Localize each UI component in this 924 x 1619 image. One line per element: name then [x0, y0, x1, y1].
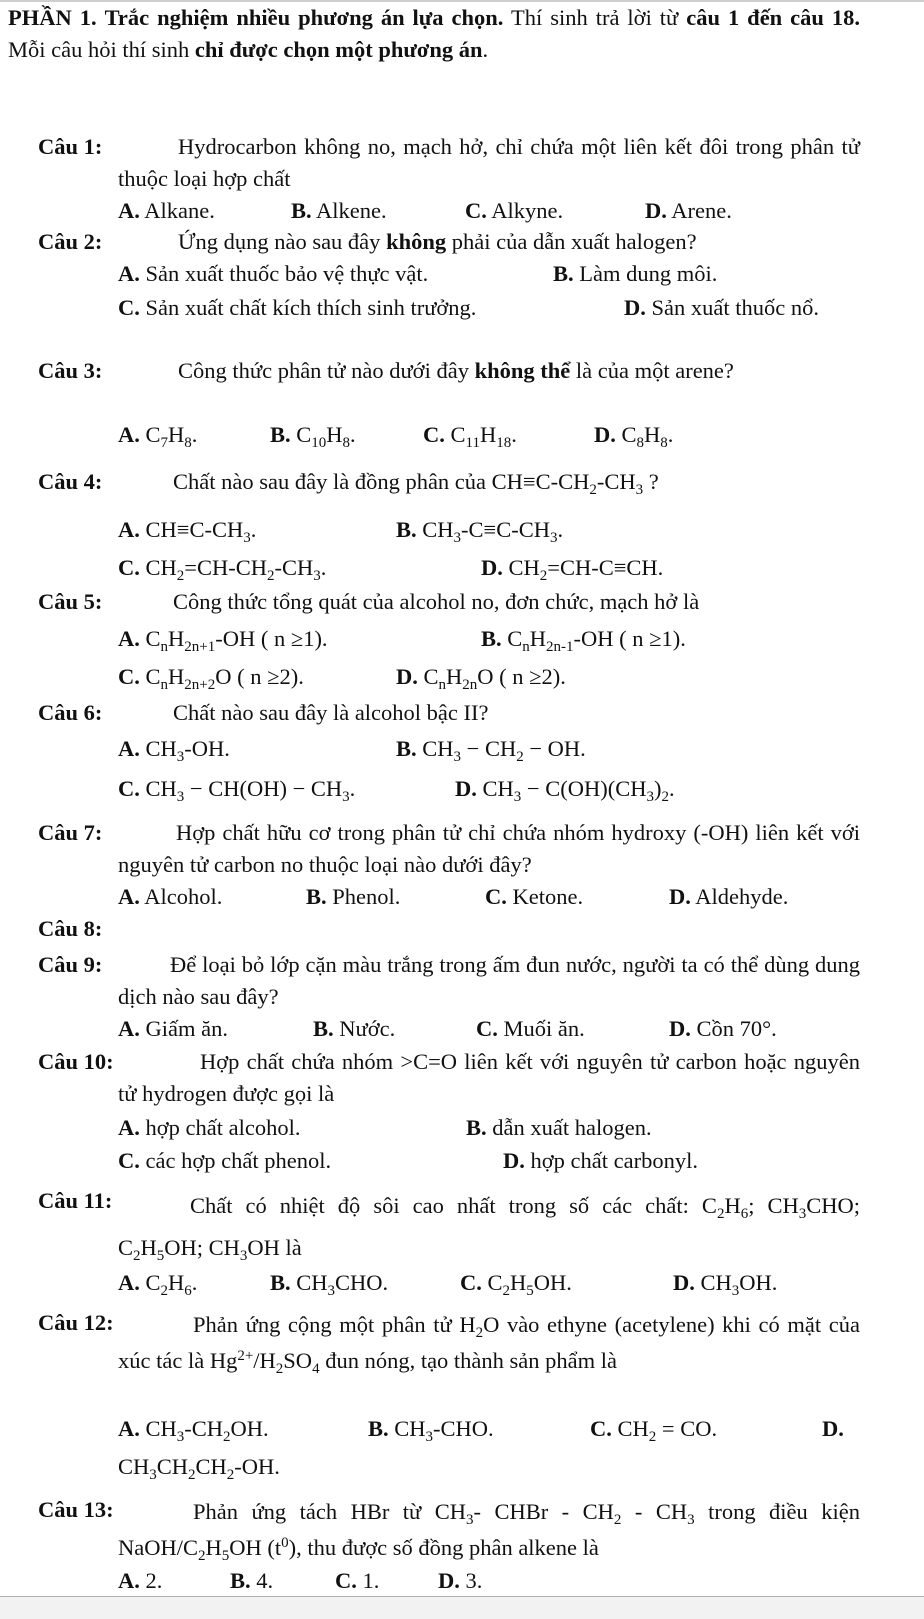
- question-10-stem: Hợp chất chứa nhóm >C=O liên kết với nguyên tử carbon hoặc nguyên tử hydrogen được gọi là: [118, 1049, 860, 1106]
- stem-emphasis: không: [386, 229, 447, 254]
- intro-range: câu 1 đến câu 18.: [686, 5, 861, 30]
- question-10-option-d[interactable]: D. hợp chất carbonyl.: [503, 1148, 698, 1173]
- option-text: $CH_2=CH-C\equiv CH$.: [508, 555, 664, 584]
- question-1-option-b[interactable]: B. Alkene.: [291, 198, 387, 223]
- option-text: 4.: [256, 1568, 274, 1593]
- question-7-stem: Hợp chất hữu cơ trong phân tử chỉ chứa nhóm hydroxy (-OH) liên kết với nguyên tử carbon no thuộc loại nào dưới đây?: [118, 820, 860, 877]
- question-10-option-c[interactable]: C. các hợp chất phenol.: [118, 1148, 332, 1173]
- question-4-option-d[interactable]: D. $CH_2=CH-C\equiv CH$.: [481, 555, 664, 584]
- question-5-option-d[interactable]: D. $C_nH_{2n}O$ ( n ≥2).: [396, 664, 566, 693]
- stem-part: là của một arene?: [575, 358, 734, 383]
- question-6-stem: Chất nào sau đây là alcohol bậc II?: [173, 700, 489, 725]
- option-text: $CH_3 - CH_2$ − OH.: [422, 736, 586, 765]
- question-5-option-a[interactable]: A. $C_nH_{2n+1}-OH$ ( n ≥1).: [118, 626, 328, 655]
- question-5-stem: Công thức tổng quát của alcohol no, đơn chức, mạch hở là: [173, 589, 700, 614]
- question-10-option-a[interactable]: A. hợp chất alcohol.: [118, 1115, 301, 1140]
- option-text: $C_{10}H_8$.: [296, 422, 356, 451]
- option-text: $CH_2$ = CO.: [617, 1416, 718, 1445]
- option-text: Cồn 70°.: [696, 1016, 777, 1041]
- option-text: hợp chất alcohol.: [145, 1115, 301, 1140]
- question-12-option-d[interactable]: D.: [822, 1416, 844, 1441]
- question-11-option-b[interactable]: B. $CH_3CHO$.: [270, 1270, 389, 1299]
- option-text: $C_2H_5OH$.: [487, 1270, 572, 1299]
- option-text: Muối ăn.: [503, 1016, 585, 1041]
- question-9-option-a[interactable]: A. Giấm ăn.: [118, 1016, 228, 1041]
- question-2-option-a[interactable]: A. Sản xuất thuốc bảo vệ thực vật.: [118, 261, 429, 286]
- question-7-number: Câu 7:: [38, 820, 103, 845]
- question-7-option-d[interactable]: D. Aldehyde.: [669, 884, 789, 909]
- option-text: 3.: [465, 1568, 483, 1593]
- question-4-number: Câu 4:: [38, 469, 103, 494]
- question-11-option-d[interactable]: D. $CH_3OH$.: [673, 1270, 778, 1299]
- question-11-number: Câu 11:: [38, 1188, 113, 1213]
- question-13-option-c[interactable]: C. 1.: [335, 1568, 380, 1593]
- question-9-number: Câu 9:: [38, 952, 103, 977]
- question-10-option-b[interactable]: B. dẫn xuất halogen.: [466, 1115, 652, 1140]
- question-3-option-d[interactable]: D. $C_8H_8$.: [594, 422, 674, 451]
- option-text: Alkane.: [144, 198, 215, 223]
- question-13-option-d[interactable]: D. 3.: [438, 1568, 483, 1593]
- stem-part: phải của dẫn xuất halogen?: [451, 229, 697, 254]
- intro-text-end: .: [482, 37, 489, 62]
- option-text: $CH_3 - C(OH)(CH_3)_2$.: [482, 776, 675, 805]
- question-5-option-c[interactable]: C. $C_nH_{2n+2}O$ ( n ≥2).: [118, 664, 304, 693]
- question-3-option-a[interactable]: A. $C_7H_8$.: [118, 422, 198, 451]
- question-6-option-d[interactable]: D. $CH_3 - C(OH)(CH_3)_2$.: [455, 776, 675, 805]
- question-11-option-c[interactable]: C. $C_2H_5OH$.: [460, 1270, 572, 1299]
- question-1-option-a[interactable]: A. Alkane.: [118, 198, 215, 223]
- question-13-number: Câu 13:: [38, 1497, 114, 1522]
- question-3-option-c[interactable]: C. $C_{11}H_{18}$.: [423, 422, 517, 451]
- question-11-option-a[interactable]: A. $C_2H_6$.: [118, 1270, 198, 1299]
- question-9-option-c[interactable]: C. Muối ăn.: [476, 1016, 585, 1041]
- option-text: $C_nH_{2n}O$ ( n ≥2).: [423, 664, 566, 693]
- option-text: Aldehyde.: [695, 884, 789, 909]
- question-1-stem: Hydrocarbon không no, mạch hở, chỉ chứa một liên kết đôi trong phân tử thuộc loại hợp chất: [118, 134, 860, 191]
- question-5-option-b[interactable]: B. $C_nH_{2n-1}-OH$ ( n ≥1).: [481, 626, 686, 655]
- option-text: dẫn xuất halogen.: [492, 1115, 652, 1140]
- option-text: Sản xuất thuốc nổ.: [651, 295, 819, 320]
- question-8-number: Câu 8:: [38, 916, 103, 941]
- option-text: Giấm ăn.: [145, 1016, 228, 1041]
- question-4-option-b[interactable]: B. $CH_3-C\equiv C-CH_3$.: [396, 517, 564, 546]
- option-text: $CH_3-CH_2OH$.: [145, 1416, 269, 1445]
- option-text: Alkyne.: [491, 198, 564, 223]
- option-text: $CH_3-C\equiv C-CH_3$.: [422, 517, 564, 546]
- question-7-option-c[interactable]: C. Ketone.: [485, 884, 584, 909]
- stem-emphasis: không thể: [474, 358, 571, 383]
- intro-text-2: Mỗi câu hỏi thí sinh: [8, 37, 190, 62]
- option-text: Arene.: [671, 198, 732, 223]
- question-1-number: Câu 1:: [38, 134, 103, 159]
- question-11-stem: Chất có nhiệt độ sôi cao nhất trong số các chất: $C_2H_6$; $CH_3CHO$; $C_2H_5OH$; $CH_3OH$ là: [118, 1193, 860, 1264]
- question-2-option-b[interactable]: B. Làm dung môi.: [553, 261, 718, 286]
- question-7-option-a[interactable]: A. Alcohol.: [118, 884, 223, 909]
- option-text: Phenol.: [332, 884, 401, 909]
- question-12-option-c[interactable]: C. $CH_2$ = CO.: [590, 1416, 718, 1445]
- option-text: $CH_3-OH$.: [145, 736, 230, 765]
- option-text: Sản xuất thuốc bảo vệ thực vật.: [145, 261, 429, 286]
- option-text: Alcohol.: [144, 884, 223, 909]
- question-13-option-a[interactable]: A. 2.: [118, 1568, 163, 1593]
- option-text: Làm dung môi.: [579, 261, 718, 286]
- option-text: $CH\equiv C-CH_3$.: [145, 517, 257, 546]
- question-6-option-a[interactable]: A. $CH_3-OH$.: [118, 736, 230, 765]
- intro-text-1: Thí sinh trả lời từ: [511, 5, 679, 30]
- option-text: $C_nH_{2n-1}-OH$ ( n ≥1).: [507, 626, 686, 655]
- option-text: $C_2H_6$.: [145, 1270, 198, 1299]
- option-text: $C_nH_{2n+1}-OH$ ( n ≥1).: [145, 626, 328, 655]
- question-13-option-b[interactable]: B. 4.: [230, 1568, 274, 1593]
- question-7-option-b[interactable]: B. Phenol.: [306, 884, 401, 909]
- question-9-option-d[interactable]: D. Cồn 70°.: [669, 1016, 777, 1041]
- stem-part: Công thức phân tử nào dưới đây: [178, 358, 469, 383]
- question-3-stem: [118, 355, 860, 387]
- option-text: Alkene.: [316, 198, 387, 223]
- question-12-option-a[interactable]: A. $CH_3-CH_2OH$.: [118, 1416, 269, 1445]
- part-label: PHẦN 1.: [8, 5, 97, 30]
- option-text: hợp chất carbonyl.: [530, 1148, 698, 1173]
- question-1-option-c[interactable]: C. Alkyne.: [465, 198, 564, 223]
- question-2-option-c[interactable]: C. Sản xuất chất kích thích sinh trưởng.: [118, 295, 477, 320]
- option-text: $CH_2=CH-CH_2-CH_3$.: [145, 555, 327, 584]
- option-text: Nước.: [339, 1016, 396, 1041]
- question-12-stem: Phản ứng cộng một phân tử $H_2O$ vào ethyne (acetylene) khi có mặt của xúc tác là $Hg^{2+}/H_2SO_4$ đun nóng, tạo thành sản phẩm là: [118, 1312, 860, 1377]
- section-intro: [8, 2, 860, 66]
- question-3-option-b[interactable]: B. $C_{10}H_8$.: [270, 422, 356, 451]
- option-text: 1.: [362, 1568, 380, 1593]
- question-12-number: Câu 12:: [38, 1310, 114, 1335]
- option-text: Ketone.: [512, 884, 584, 909]
- option-text: Sản xuất chất kích thích sinh trưởng.: [145, 295, 477, 320]
- option-text: $CH_3OH$.: [700, 1270, 778, 1299]
- option-text: 2.: [145, 1568, 163, 1593]
- option-text: các hợp chất phenol.: [145, 1148, 332, 1173]
- question-12-option-d-text: $CH_3CH_2CH_2-OH$.: [118, 1454, 280, 1483]
- question-6-option-c[interactable]: C. $CH_3 - CH(OH) - CH_3$.: [118, 776, 356, 805]
- stem-part: Ứng dụng nào sau đây: [178, 229, 381, 254]
- part-title: Trắc nghiệm nhiều phương án lựa chọn.: [104, 5, 504, 30]
- question-4-stem: Chất nào sau đây là đồng phân của $CH\equiv C-CH_2-CH_3$ ?: [173, 469, 659, 498]
- question-12-option-b[interactable]: B. $CH_3$-CHO.: [368, 1416, 494, 1445]
- question-2-stem: [178, 226, 697, 258]
- question-1-option-d[interactable]: D. Arene.: [645, 198, 732, 223]
- intro-only-one: chỉ được chọn một phương án: [194, 37, 483, 62]
- question-6-number: Câu 6:: [38, 700, 103, 725]
- question-4-option-c[interactable]: C. $CH_2=CH-CH_2-CH_3$.: [118, 555, 327, 584]
- option-text: $CH_3 - CH(OH) - CH_3$.: [145, 776, 356, 805]
- option-text: $CH_3CHO$.: [296, 1270, 389, 1299]
- bottom-margin: [0, 1597, 924, 1619]
- question-2-number: Câu 2:: [38, 229, 103, 254]
- question-2-option-d[interactable]: D. Sản xuất thuốc nổ.: [624, 295, 819, 320]
- question-4-option-a[interactable]: A. $CH\equiv C-CH_3$.: [118, 517, 257, 546]
- question-10-number: Câu 10:: [38, 1049, 114, 1074]
- question-9-stem: Để loại bỏ lớp cặn màu trắng trong ấm đun nước, người ta có thể dùng dung dịch nào sau đây?: [118, 952, 860, 1009]
- question-3-number: Câu 3:: [38, 358, 103, 383]
- question-6-option-b[interactable]: B. $CH_3 - CH_2$ − OH.: [396, 736, 586, 765]
- question-9-option-b[interactable]: B. Nước.: [313, 1016, 396, 1041]
- question-13-stem: Phản ứng tách HBr từ $CH_3-$ CHBr - $CH_2 - CH_3$ trong điều kiện NaOH/$C_2H_5OH$ $(t^0)$, thu được số đồng phân alkene là: [118, 1499, 860, 1564]
- option-text: $CH_3$-CHO.: [394, 1416, 494, 1445]
- option-text: $C_7H_8$.: [145, 422, 198, 451]
- option-text: $C_8H_8$.: [621, 422, 674, 451]
- option-text: $C_nH_{2n+2}O$ ( n ≥2).: [145, 664, 304, 693]
- option-text: $C_{11}H_{18}$.: [450, 422, 517, 451]
- question-5-number: Câu 5:: [38, 589, 103, 614]
